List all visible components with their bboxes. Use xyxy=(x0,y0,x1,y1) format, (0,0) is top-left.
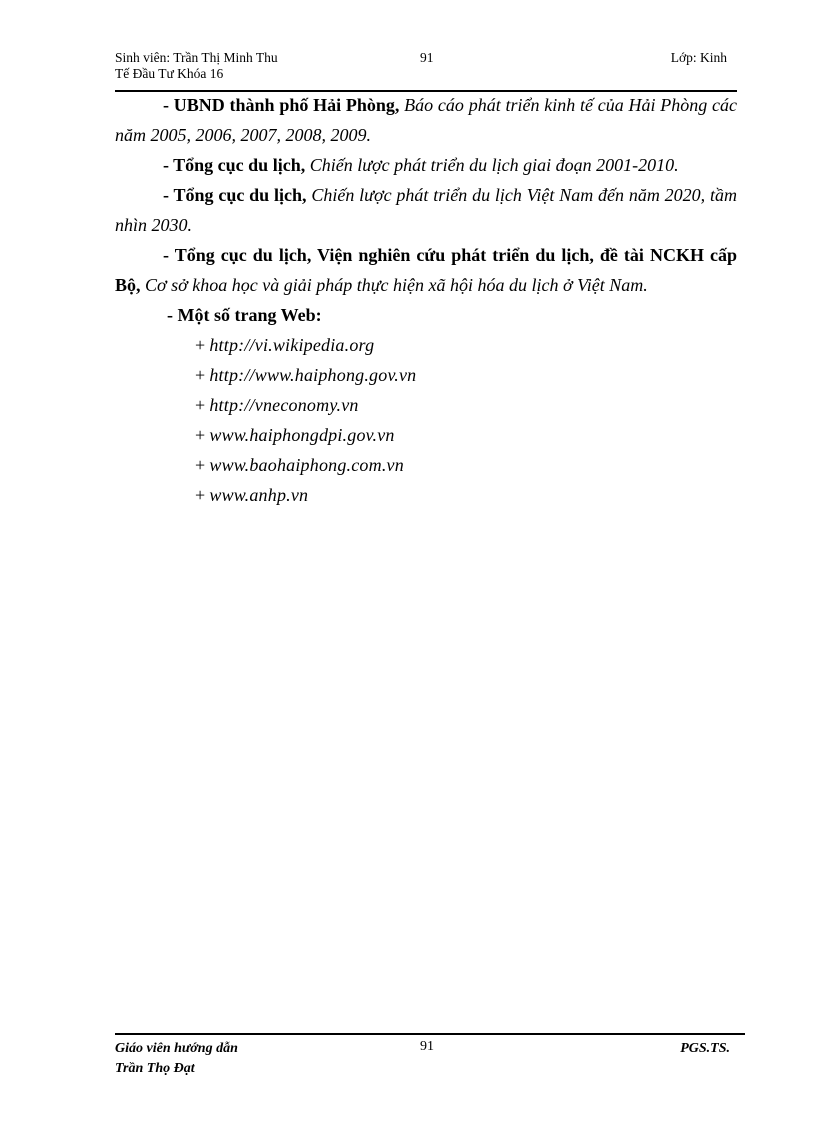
website-bullet: + xyxy=(195,485,206,505)
footer-advisor-label: Giáo viên hướng dẫn xyxy=(115,1041,238,1056)
website-url: http://vneconomy.vn xyxy=(209,395,359,415)
page-header xyxy=(115,50,737,92)
website-bullet: + xyxy=(195,365,206,385)
reference-source: - Tổng cục du lịch, Viện nghiên cứu phát triển du lịch, đề tài NCKH cấp Bộ, xyxy=(115,245,737,295)
references-body xyxy=(115,90,737,510)
footer-advisor-name: Trần Thọ Đạt xyxy=(115,1061,195,1076)
header-class-label: Lớp: Kinh xyxy=(670,50,727,65)
page-footer xyxy=(115,1033,745,1081)
website-bullet: + xyxy=(195,395,206,415)
footer-page-number: 91 xyxy=(420,1039,434,1054)
header-student-course: Tế Đầu Tư Khóa 16 xyxy=(115,66,224,81)
footer-divider xyxy=(115,1033,745,1035)
website-item xyxy=(115,480,737,510)
header-student-name: Sinh viên: Trần Thị Minh Thu xyxy=(115,50,278,65)
footer-advisor xyxy=(115,1039,238,1079)
reference-item xyxy=(115,180,737,240)
website-url: www.anhp.vn xyxy=(209,485,309,505)
reference-item xyxy=(115,90,737,150)
website-item xyxy=(115,450,737,480)
header-student-info xyxy=(115,50,335,82)
website-item xyxy=(115,330,737,360)
reference-item xyxy=(115,150,737,180)
reference-source: - Tổng cục du lịch, xyxy=(163,185,312,205)
footer-advisor-title: PGS.TS. xyxy=(680,1041,730,1056)
reference-title: Cơ sở khoa học và giải pháp thực hiện xã hội hóa du lịch ở Việt Nam. xyxy=(145,275,648,295)
reference-title: Chiến lược phát triển du lịch Việt Nam đến năm 2020, tầm nhìn 2030. xyxy=(115,185,737,235)
website-url: www.haiphongdpi.gov.vn xyxy=(209,425,395,445)
reference-item xyxy=(115,240,737,300)
website-item xyxy=(115,360,737,390)
header-page-number: 91 xyxy=(420,50,434,65)
website-item xyxy=(115,420,737,450)
reference-title: Báo cáo phát triển kinh tế của Hải Phòng các năm 2005, 2006, 2007, 2008, 2009. xyxy=(115,95,737,145)
website-bullet: + xyxy=(195,425,206,445)
website-bullet: + xyxy=(195,335,206,355)
websites-title: - Một số trang Web: xyxy=(167,305,322,325)
reference-source: - Tổng cục du lịch, xyxy=(163,155,310,175)
website-item xyxy=(115,390,737,420)
reference-source: - UBND thành phố Hải Phòng, xyxy=(163,95,405,115)
website-url: http://vi.wikipedia.org xyxy=(209,335,375,355)
website-bullet: + xyxy=(195,455,206,475)
reference-title: Chiến lược phát triển du lịch giai đoạn 2001-2010. xyxy=(309,155,679,175)
websites-list xyxy=(115,330,737,510)
website-url: www.baohaiphong.com.vn xyxy=(209,455,404,475)
website-url: http://www.haiphong.gov.vn xyxy=(209,365,417,385)
